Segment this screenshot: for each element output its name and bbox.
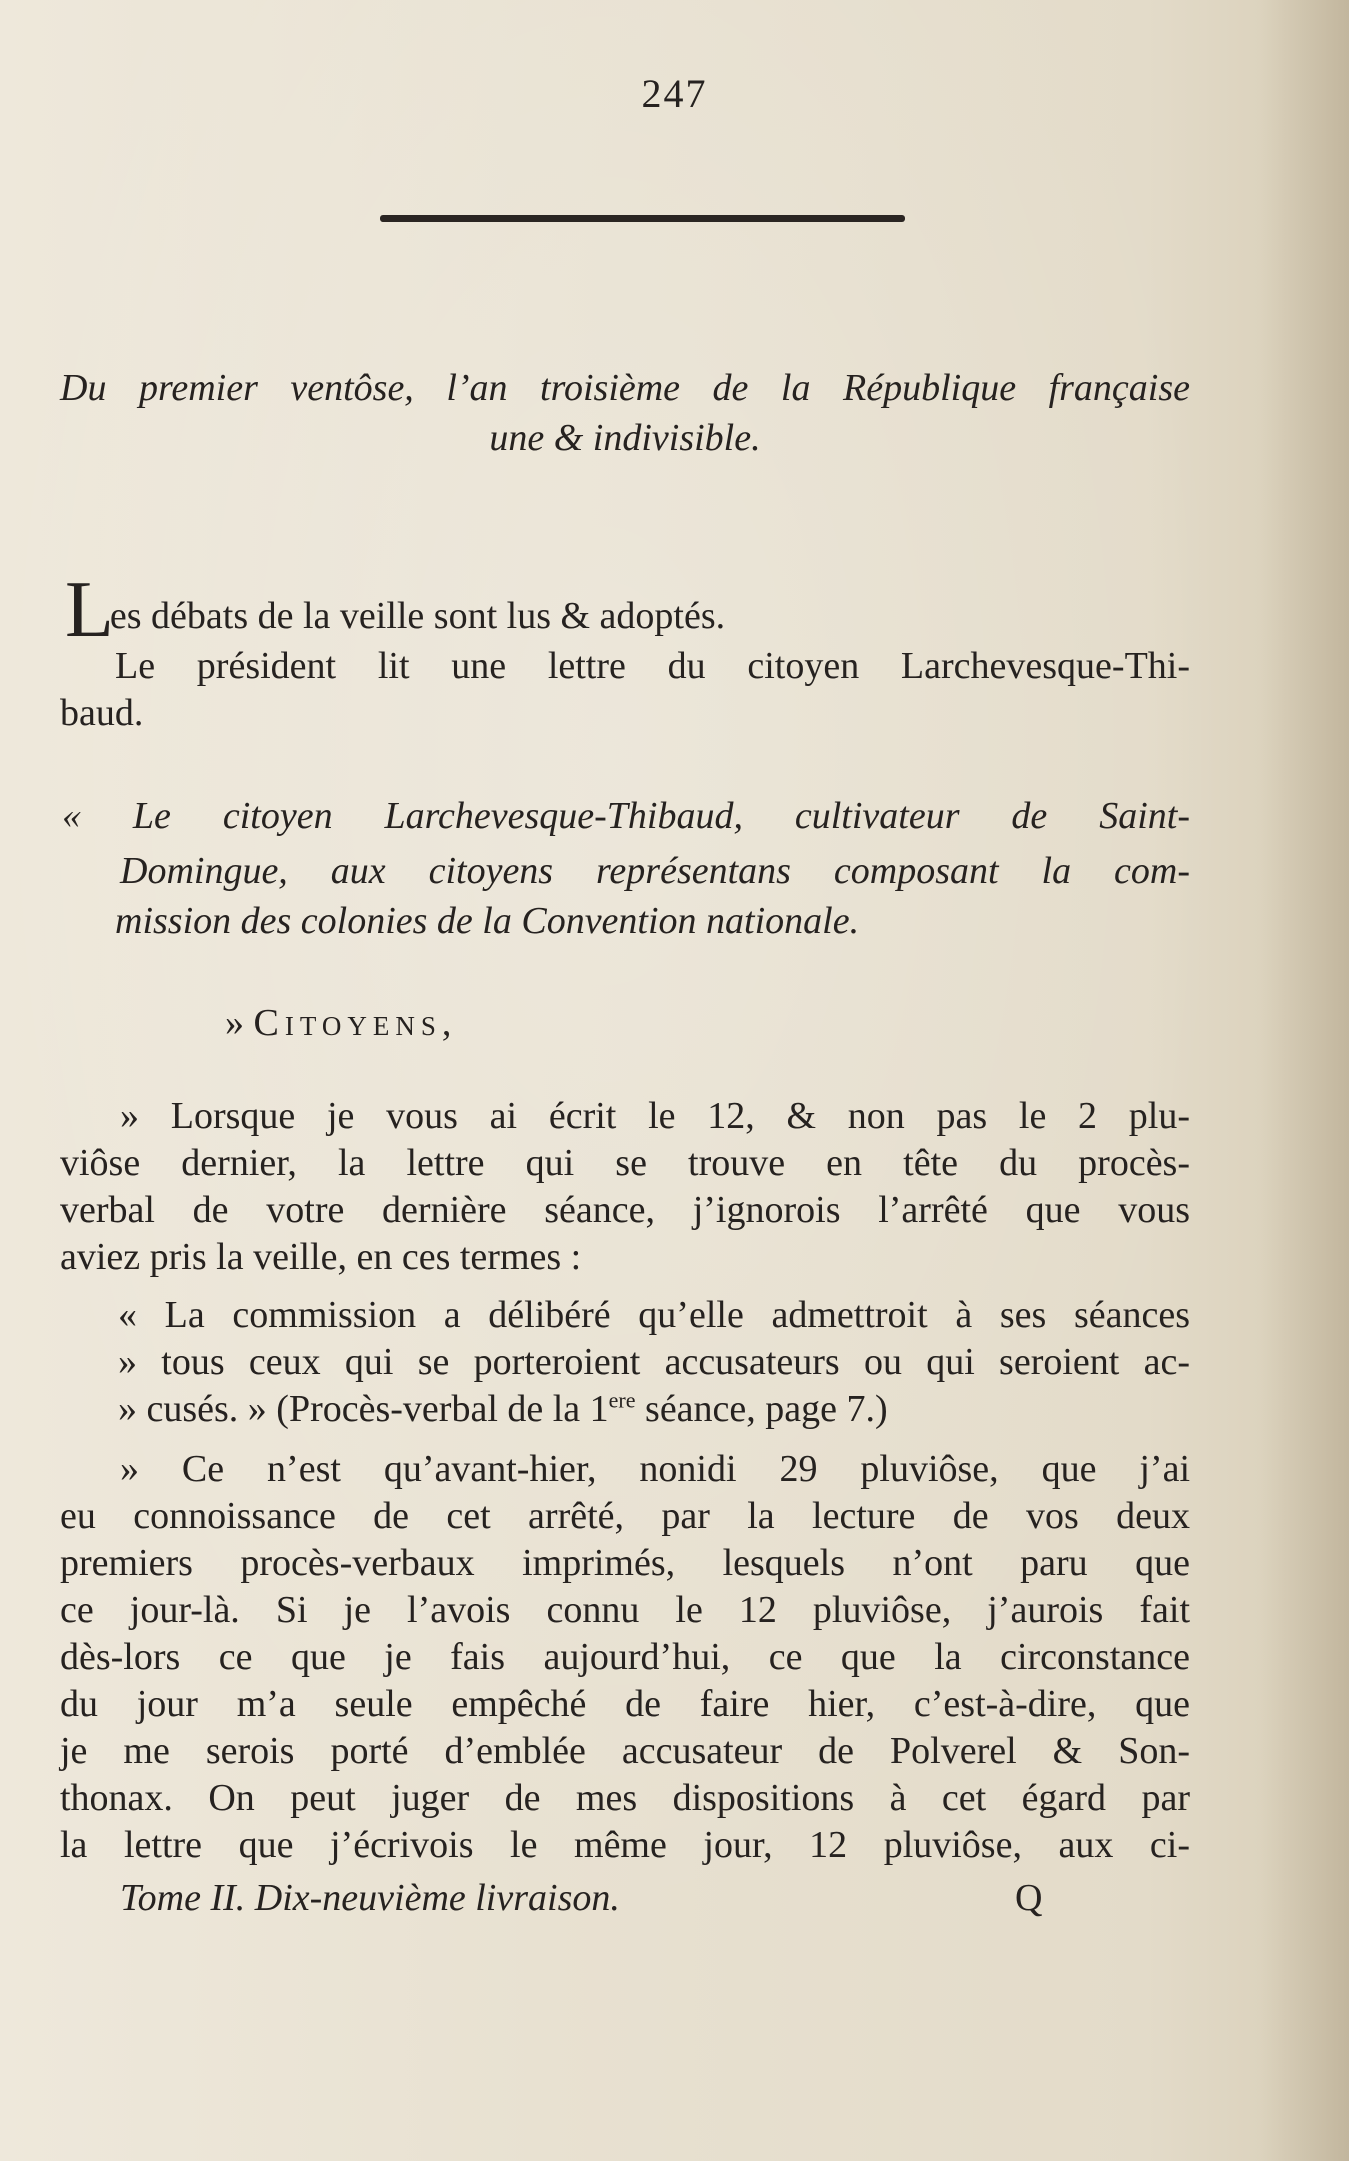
letter-header-line-1: « Le citoyen Larchevesque-Thibaud, cultivateur de Saint- <box>62 795 1190 837</box>
heading-line-1: Du premier ventôse, l’an troisième de la République française <box>60 367 1190 409</box>
intro-line-1-text: es débats de la veille sont lus & adoptés. <box>109 595 726 637</box>
page-number: 247 <box>641 71 708 116</box>
quote-line-3 <box>118 1386 1248 1433</box>
paragraph-2-line: dès-lors ce que je fais aujourd’hui, ce que la circonstance <box>60 1636 1190 1678</box>
volume-signature-line: Tome II. Dix-neuvième livraison. <box>120 1877 620 1919</box>
intro-line-2: Le président lit une lettre du citoyen Larchevesque-Thi- <box>115 645 1190 687</box>
intro-line-3: baud. <box>60 692 144 734</box>
paragraph-2-line: ce jour-là. Si je l’avois connu le 12 pluviôse, j’aurois fait <box>60 1589 1190 1631</box>
salutation-word: Citoyens, <box>253 1002 458 1044</box>
paragraph-2-line: du jour m’a seule empêché de faire hier, c’est-à-dire, que <box>60 1683 1190 1725</box>
paragraph-2-line: premiers procès-verbaux imprimés, lesquels n’ont paru que <box>60 1542 1190 1584</box>
quote-line-3-end: séance, page 7.) <box>635 1388 888 1430</box>
intro-line-1 <box>65 566 1195 654</box>
salutation <box>225 1000 1349 1047</box>
paragraph-2-line: je me serois porté d’emblée accusateur de Polverel & Son- <box>60 1730 1190 1772</box>
paragraph-2-line: thonax. On peut juger de mes dispositions à cet égard par <box>60 1777 1190 1819</box>
paragraph-2-line: la lettre que j’écrivois le même jour, 12 pluviôse, aux ci- <box>60 1824 1190 1866</box>
salutation-prefix: » <box>225 1002 254 1044</box>
paragraph-2-line: » Ce n’est qu’avant-hier, nonidi 29 pluviôse, que j’ai <box>120 1448 1190 1490</box>
drop-cap: L <box>65 566 110 654</box>
gathering-signature: Q <box>1015 1877 1043 1919</box>
paragraph-1-line: verbal de votre dernière séance, j’ignorois l’arrêté que vous <box>60 1189 1190 1231</box>
letter-header-line-3: mission des colonies de la Convention nationale. <box>115 900 860 942</box>
heading-line-2: une & indivisible. <box>489 417 761 459</box>
header-rule <box>380 215 905 222</box>
quote-line-1: « La commission a délibéré qu’elle admettroit à ses séances <box>118 1294 1190 1336</box>
letter-header-line-2: Domingue, aux citoyens représentans composant la com- <box>120 850 1190 892</box>
superscript-ere: ere <box>608 1387 636 1413</box>
paragraph-1-line: » Lorsque je vous ai écrit le 12, & non pas le 2 plu- <box>120 1095 1190 1137</box>
quote-line-3-start: » cusés. » (Procès-verbal de la 1 <box>118 1388 609 1430</box>
paragraph-1-line: aviez pris la veille, en ces termes : <box>60 1236 582 1278</box>
binding-shadow <box>1259 0 1349 2161</box>
paragraph-2-line: eu connoissance de cet arrêté, par la lecture de vos deux <box>60 1495 1190 1537</box>
paragraph-1-line: viôse dernier, la lettre qui se trouve en tête du procès- <box>60 1142 1190 1184</box>
quote-line-2: » tous ceux qui se porteroient accusateurs ou qui seroient ac- <box>118 1341 1190 1383</box>
